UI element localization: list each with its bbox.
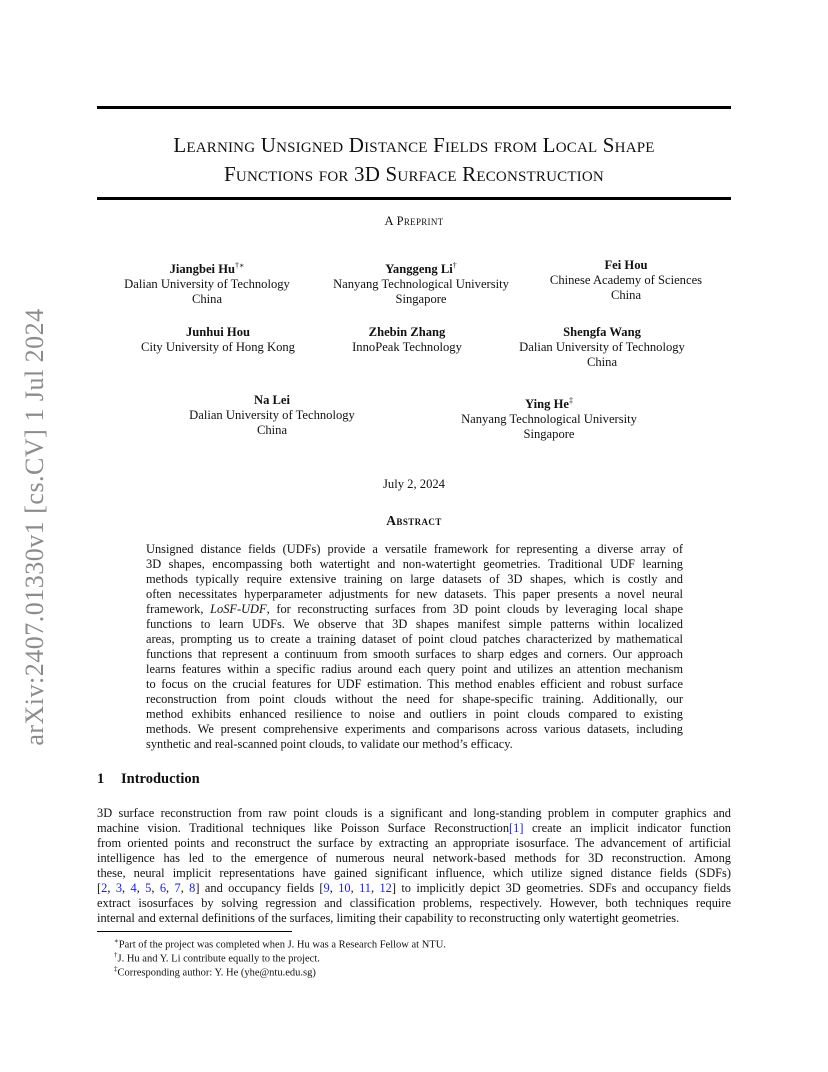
citation-link[interactable]: [1] xyxy=(509,821,524,835)
author-block xyxy=(189,393,355,438)
footnote-text: J. Hu and Y. Li contribute equally to the project. xyxy=(117,953,320,965)
abstract-heading: Abstract xyxy=(386,513,442,528)
author-block xyxy=(333,258,509,307)
title-bottom-rule xyxy=(97,197,731,200)
author-name: Yanggeng Li xyxy=(385,262,453,277)
intro-line: [2, 3, 4, 5, 6, 7, 8] and occupancy fields [9, 10, 11, 12] to implicitly depict 3D geometries. SDFs and occupancy fields xyxy=(97,881,731,895)
author-block xyxy=(124,258,290,307)
abstract-line: methods. We present comprehensive experiments and comparisons across various datasets, including xyxy=(146,722,683,736)
author-country: Singapore xyxy=(523,427,575,442)
author-block xyxy=(461,393,637,442)
footnote-rule xyxy=(97,931,292,932)
citation-link[interactable]: 9 xyxy=(323,881,330,895)
author-mark: ‡ xyxy=(568,396,573,405)
abstract-line: functions to learn UDFs. We observe that 3D shapes manifest simple patterns within localized xyxy=(146,617,683,631)
abstract-line: areas, prompting us to create a training dataset of point cloud patches characterized by mathematical xyxy=(146,632,683,646)
intro-text: machine vision. Traditional techniques like Poisson Surface Reconstruction xyxy=(97,821,510,835)
abstract-body xyxy=(146,542,683,752)
footnote xyxy=(114,962,316,981)
footnote-mark: † xyxy=(114,951,118,959)
abstract-line: 3D shapes, encompassing both watertight and non-watertight geometries. Traditional UDF learning xyxy=(146,557,683,571)
author-country: China xyxy=(610,288,642,302)
author-affiliation: Nanyang Technological University xyxy=(461,412,637,427)
citation-link[interactable]: 3 xyxy=(115,881,123,895)
author-affiliation: City University of Hong Kong xyxy=(141,340,295,354)
preprint-label: A Preprint xyxy=(384,214,444,228)
author-name: Shengfa Wang xyxy=(563,325,641,339)
author-block xyxy=(352,325,462,355)
citation-link[interactable]: 11 xyxy=(359,881,371,895)
citation-link[interactable]: 7 xyxy=(174,881,181,895)
author-affiliation: InnoPeak Technology xyxy=(352,340,462,354)
intro-line: these, neural implicit representations have gained significant influence, which utilize signed distance fields (SDFs) xyxy=(97,866,731,880)
intro-text: to implicitly depict 3D geometries. SDFs and occupancy fields xyxy=(396,881,731,895)
abstract-line: Unsigned distance fields (UDFs) provide a versatile framework for representing a diverse array of xyxy=(146,542,683,556)
author-name: Jiangbei Hu xyxy=(169,262,235,277)
citation-link[interactable]: 12 xyxy=(379,881,392,895)
abstract-line: framework, LoSF-UDF, for reconstructing surfaces from 3D point clouds by leveraging local shape xyxy=(146,602,683,616)
intro-text: create an implicit indicator function xyxy=(523,821,731,835)
citation-link[interactable]: 8 xyxy=(189,881,196,895)
author-country: China xyxy=(191,292,223,307)
citation-link[interactable]: 4 xyxy=(130,881,137,895)
author-name: Ying He xyxy=(525,397,569,412)
author-affiliation: Dalian University of Technology xyxy=(519,340,685,354)
author-block xyxy=(519,325,685,370)
abstract-line: method exhibits enhanced resilience to noise and outliers in point clouds compared to existing xyxy=(146,707,683,721)
abstract-line: learns features within a specific radius around each query point and utilizes an attention mechanism xyxy=(146,662,683,676)
publication-date: July 2, 2024 xyxy=(383,477,445,491)
author-name: Na Lei xyxy=(253,393,291,407)
author-mark: † xyxy=(452,261,457,270)
author-block xyxy=(141,325,295,355)
author-name: Zhebin Zhang xyxy=(368,325,446,339)
arxiv-identifier: arXiv:2407.01330v1 [cs.CV] 1 Jul 2024 xyxy=(20,308,49,746)
intro-line: extract isosurfaces by solving regression and classification problems, respectively. However, both techniques require xyxy=(97,896,731,910)
citation-link[interactable]: 5 xyxy=(145,881,152,895)
introduction-paragraph xyxy=(97,806,731,926)
author-country: Singapore xyxy=(395,292,447,307)
footnote-text: Corresponding author: Y. He (yhe@ntu.edu.sg) xyxy=(117,967,316,979)
author-name: Junhui Hou xyxy=(185,325,251,339)
intro-line: from oriented points and reconstruct the surface by extracting an appropriate isosurface. The advancement of artificial xyxy=(97,836,731,850)
author-mark: †∗ xyxy=(235,261,245,270)
intro-line: internal and external definitions of the surfaces, limiting their capability to reconstructing only watertight geometries. xyxy=(97,911,680,925)
footnote-mark: ‡ xyxy=(114,965,118,973)
abstract-line: to focus on the crucial features for UDF estimation. This method enables efficient and robust surface xyxy=(146,677,683,691)
section-title: Introduction xyxy=(121,771,200,787)
section-number: 1 xyxy=(97,771,105,787)
abstract-line: functions that represent a continuum from smooth surfaces to sharp edges and corners. Our approach xyxy=(146,647,683,661)
author-country: China xyxy=(586,355,618,369)
intro-text: and occupancy fields xyxy=(199,881,320,895)
abstract-line: methods typically require extensive training on large datasets of 3D shapes, which is costly and xyxy=(146,572,683,586)
author-country: China xyxy=(256,423,288,437)
section-heading-introduction xyxy=(97,771,200,788)
author-affiliation: Dalian University of Technology xyxy=(189,408,355,422)
footnote-mark: ∗ xyxy=(114,937,119,945)
intro-line: intelligence has led to the emergence of numerous neural network-based methods for 3D reconstruction. Among xyxy=(97,851,731,865)
title-line-2: Functions for 3D Surface Reconstruction xyxy=(224,162,604,186)
abstract-line: often necessitates hyperparameter adjustments for new datasets. This paper presents a novel neural xyxy=(146,587,683,601)
footnote-text: Part of the project was completed when J. Hu was a Research Fellow at NTU. xyxy=(118,939,446,951)
author-affiliation: Chinese Academy of Sciences xyxy=(549,273,703,287)
abstract-line: synthetic and real-scanned point clouds, to validate our method’s efficacy. xyxy=(146,737,513,751)
author-affiliation: Dalian University of Technology xyxy=(124,277,290,292)
method-name: LoSF-UDF xyxy=(210,602,267,616)
intro-line xyxy=(97,821,731,836)
author-block xyxy=(550,258,702,303)
title-line-1: Learning Unsigned Distance Fields from Local Shape xyxy=(173,133,655,157)
title-top-rule xyxy=(97,106,731,109)
citation-link[interactable]: 6 xyxy=(159,881,167,895)
abstract-line: reconstruction from point clouds without the need for shape-specific training. Additionally, our xyxy=(146,692,683,706)
citation-link[interactable]: 10 xyxy=(338,881,351,895)
paper-title xyxy=(97,131,731,189)
author-name: Fei Hou xyxy=(604,258,648,272)
citation-link[interactable]: 2 xyxy=(101,881,108,895)
intro-line: 3D surface reconstruction from raw point clouds is a significant and long-standing problem in computer graphics and xyxy=(97,806,731,820)
author-affiliation: Nanyang Technological University xyxy=(333,277,509,292)
